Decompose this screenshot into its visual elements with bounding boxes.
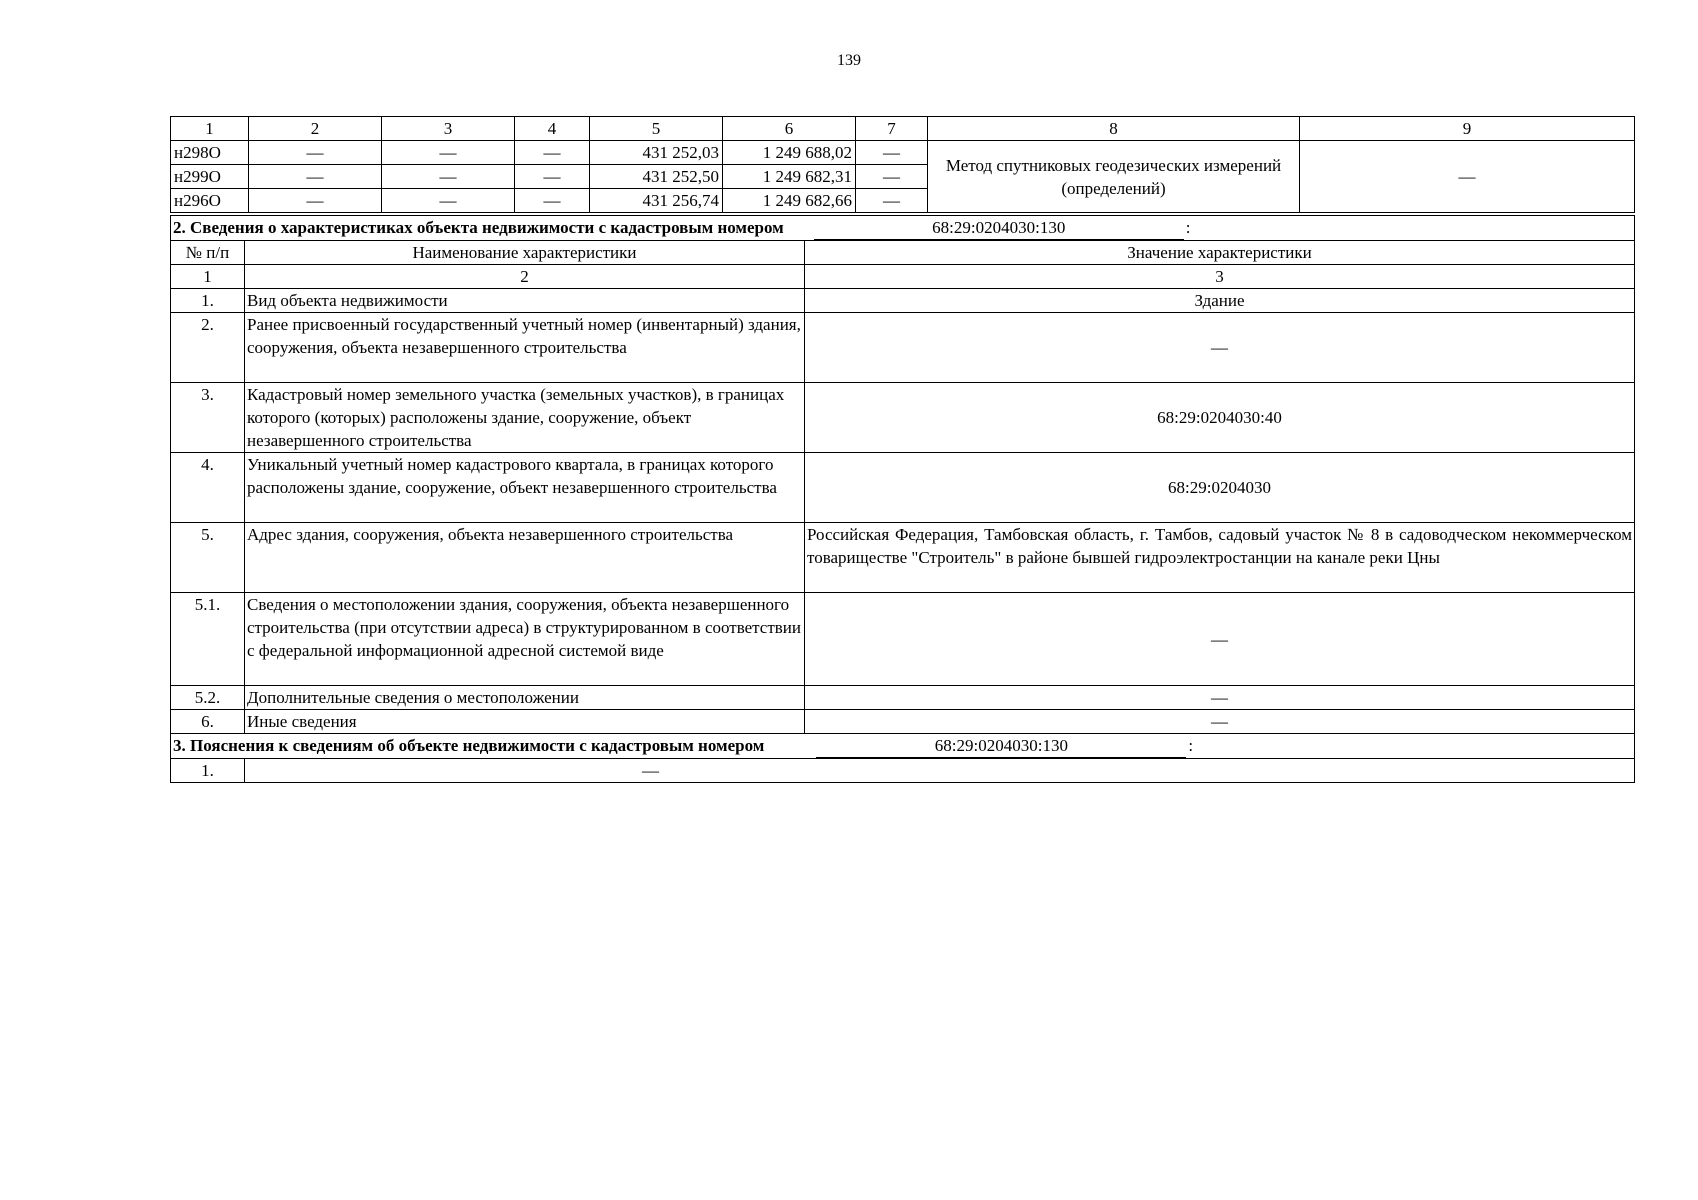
table-row [171,289,1635,313]
cell-dash: — [249,165,382,189]
section-3-title: 3. Пояснения к сведениям об объекте недвижимости с кадастровым номером [173,736,765,755]
characteristic-value: — [805,593,1635,686]
row-number: 1. [171,289,245,313]
section-3-heading-row [171,734,1635,759]
col-header-7: 7 [856,117,928,141]
coordinates-header-row [171,117,1635,141]
index-value: 3 [805,265,1635,289]
cell-dash: — [515,141,590,165]
characteristics-table [170,215,1635,783]
characteristic-value: Здание [805,289,1635,313]
coord-x: 431 256,74 [590,189,723,213]
characteristic-value: — [805,313,1635,383]
point-name: н298О [171,141,249,165]
cell-dash: — [249,189,382,213]
point-name: н296О [171,189,249,213]
characteristic-value: — [805,710,1635,734]
cell-dash: — [382,189,515,213]
section-2-cadastral-number: 68:29:0204030:130 [814,217,1184,240]
characteristic-name: Ранее присвоенный государственный учетный номер (инвентарный) здания, сооружения, объекта незавершенного строительства [245,313,805,383]
row-number: 5.1. [171,593,245,686]
row-number: 2. [171,313,245,383]
col9-cell: — [1300,141,1635,213]
row-number: 4. [171,453,245,523]
characteristic-name: Иные сведения [245,710,805,734]
table-row [171,686,1635,710]
cell-dash: — [382,165,515,189]
table-row [171,710,1635,734]
col-header-9: 9 [1300,117,1635,141]
cell-dash: — [856,189,928,213]
section-3-colon: : [1188,736,1194,755]
characteristics-index-row [171,265,1635,289]
characteristic-value: 68:29:0204030:40 [805,383,1635,453]
col-header-4: 4 [515,117,590,141]
explanation-value: — [245,759,1635,783]
col-header-5: 5 [590,117,723,141]
col-header-6: 6 [723,117,856,141]
col-header-8: 8 [928,117,1300,141]
cell-dash: — [515,189,590,213]
section-2-colon: : [1185,218,1191,237]
header-value: Значение характеристики [805,241,1635,265]
coord-y: 1 249 682,31 [723,165,856,189]
section-3-heading [171,734,1635,759]
cell-dash: — [856,165,928,189]
table-row [171,759,1635,783]
cell-dash: — [249,141,382,165]
coord-y: 1 249 682,66 [723,189,856,213]
characteristic-value: 68:29:0204030 [805,453,1635,523]
cell-dash: — [856,141,928,165]
table-row [171,313,1635,383]
cell-dash: — [515,165,590,189]
section-3-cadastral-number: 68:29:0204030:130 [816,735,1186,758]
characteristic-value: — [805,686,1635,710]
coordinates-table [170,116,1635,213]
cell-dash: — [382,141,515,165]
row-number: 1. [171,759,245,783]
characteristic-name: Дополнительные сведения о местоположении [245,686,805,710]
characteristic-name: Уникальный учетный номер кадастрового квартала, в границах которого расположены здание, сооружение, объект незавершенного строительства [245,453,805,523]
index-name: 2 [245,265,805,289]
characteristic-name: Адрес здания, сооружения, объекта незавершенного строительства [245,523,805,593]
col-header-3: 3 [382,117,515,141]
characteristic-name: Вид объекта недвижимости [245,289,805,313]
index-num: 1 [171,265,245,289]
row-number: 5. [171,523,245,593]
characteristics-header-row [171,241,1635,265]
table-row [171,523,1635,593]
characteristic-name: Сведения о местоположении здания, сооружения, объекта незавершенного строительства (при отсутствии адреса) в структурированном в соответствии с федеральной информационной адресной системой виде [245,593,805,686]
coord-x: 431 252,50 [590,165,723,189]
page-number: 139 [837,52,861,69]
col-header-1: 1 [171,117,249,141]
characteristic-name: Кадастровый номер земельного участка (земельных участков), в границах которого (которых) расположены здание, сооружение, объект незавершенного строительства [245,383,805,453]
point-name: н299О [171,165,249,189]
header-num: № п/п [171,241,245,265]
header-name: Наименование характеристики [245,241,805,265]
coord-x: 431 252,03 [590,141,723,165]
table-row [171,383,1635,453]
row-number: 5.2. [171,686,245,710]
table-row [171,593,1635,686]
row-number: 6. [171,710,245,734]
coord-y: 1 249 688,02 [723,141,856,165]
section-2-heading [171,216,1635,241]
row-number: 3. [171,383,245,453]
table-row [171,453,1635,523]
section-2-title: 2. Сведения о характеристиках объекта недвижимости с кадастровым номером [173,218,784,237]
col-header-2: 2 [249,117,382,141]
section-2-heading-row [171,216,1635,241]
table-row [171,141,1635,165]
characteristic-value: Российская Федерация, Тамбовская область, г. Тамбов, садовый участок № 8 в садоводческом некоммерческом товариществе "Строитель" в районе бывшей гидроэлектростанции на канале реки Цны [805,523,1635,593]
method-cell: Метод спутниковых геодезических измерений (определений) [928,141,1300,213]
